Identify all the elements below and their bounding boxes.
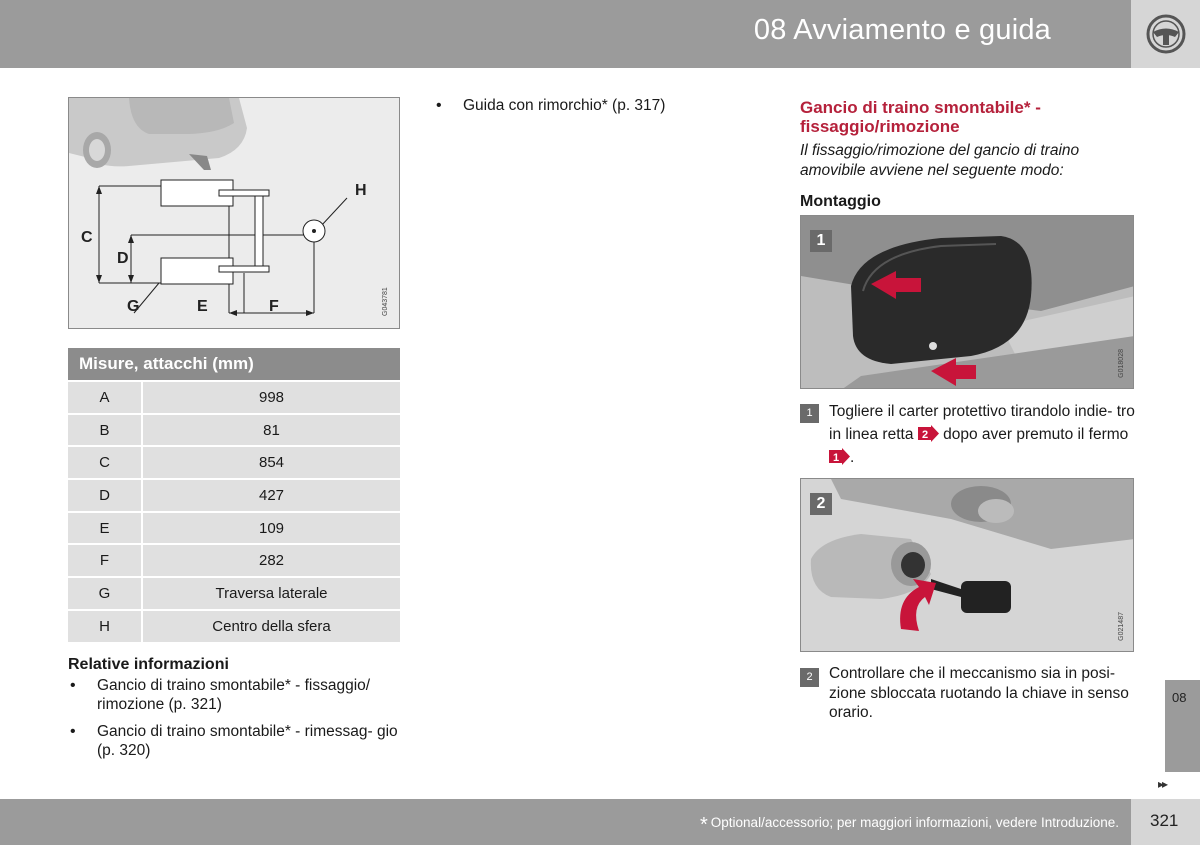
svg-text:1: 1	[833, 452, 840, 464]
row-value: 282	[141, 545, 400, 576]
footer-star: *	[699, 814, 708, 836]
footer-note-text: Optional/accessorio; per maggiori informazioni, vedere Introduzione.	[710, 815, 1119, 830]
step-2-text: Controllare che il meccanismo sia in posi- zione sbloccata ruotando la chiave in senso orario.	[829, 665, 1129, 721]
middle-related-list	[434, 96, 764, 115]
key-unlock-illustration	[801, 479, 1134, 652]
photo-2-badge: 2	[810, 493, 832, 515]
step-1-photo	[800, 215, 1134, 389]
table-row	[68, 413, 400, 446]
step-1-text-b: dopo aver premuto il fermo	[943, 426, 1129, 443]
chapter-tab-label: 08	[1172, 690, 1187, 705]
measurements-table	[68, 348, 400, 642]
step-1-number: 1	[800, 404, 819, 423]
label-E: E	[197, 298, 208, 315]
related-link[interactable]: • Gancio di traino smontabile* - rimessag- gio (p. 320)	[68, 722, 398, 760]
table-header: Misure, attacchi (mm)	[68, 348, 400, 380]
table-row	[68, 445, 400, 478]
label-H: H	[355, 182, 367, 199]
towbar-diagram-svg	[69, 98, 400, 329]
step-2-photo	[800, 478, 1134, 652]
step-1-text-c: .	[850, 449, 855, 466]
table-row	[68, 511, 400, 544]
page-number-box	[1131, 799, 1200, 845]
step-1-text-a: Togliere il carter protettivo tirandolo indie- tro in linea retta	[829, 403, 1135, 443]
photo-1-code: G018028	[1118, 349, 1125, 378]
row-key: C	[68, 447, 141, 478]
table-row	[68, 543, 400, 576]
step-2-number: 2	[800, 668, 819, 687]
related-link[interactable]: • Guida con rimorchio* (p. 317)	[434, 96, 764, 115]
table-row	[68, 380, 400, 413]
chapter-icon-box	[1131, 0, 1200, 68]
row-key: G	[68, 578, 141, 609]
row-value: 998	[141, 382, 400, 413]
photo-2-code: G021487	[1118, 612, 1125, 641]
row-key: F	[68, 545, 141, 576]
row-value: 81	[141, 415, 400, 446]
towbar-dimension-diagram	[68, 97, 400, 329]
header-bar	[0, 0, 1131, 68]
related-link[interactable]: • Gancio di traino smontabile* - fissaggio/ rimozione (p. 321)	[68, 676, 398, 714]
row-value: 427	[141, 480, 400, 511]
footer-note	[700, 814, 1119, 837]
row-key: D	[68, 480, 141, 511]
step-2	[800, 664, 1135, 723]
section-title: Gancio di traino smontabile* - fissaggio/rimozione	[800, 98, 1041, 136]
table-row	[68, 478, 400, 511]
cover-removal-illustration	[801, 216, 1134, 389]
footer-bar	[0, 799, 1131, 845]
label-D: D	[117, 250, 129, 267]
continue-arrows-icon: ▸▸	[1158, 777, 1167, 791]
row-key: H	[68, 611, 141, 642]
table-row	[68, 576, 400, 609]
step-1	[800, 400, 1135, 469]
row-key: A	[68, 382, 141, 413]
row-key: E	[68, 513, 141, 544]
section-intro: Il fissaggio/rimozione del gancio di traino amovibile avviene nel seguente modo:	[800, 142, 1080, 179]
figure-code: G043781	[382, 287, 389, 316]
photo-1-badge: 1	[810, 230, 832, 252]
table-row	[68, 609, 400, 642]
row-value: 109	[141, 513, 400, 544]
row-value: Centro della sfera	[141, 611, 400, 642]
related-info-list	[68, 676, 398, 768]
arrow-2-icon	[918, 425, 939, 442]
row-value: Traversa laterale	[141, 578, 400, 609]
row-key: B	[68, 415, 141, 446]
steering-wheel-icon	[1145, 13, 1187, 55]
chapter-side-tab[interactable]	[1165, 680, 1200, 772]
related-info-heading: Relative informazioni	[68, 656, 229, 673]
subsection-title: Montaggio	[800, 193, 881, 210]
arrow-1-icon	[829, 448, 850, 465]
label-F: F	[269, 298, 279, 315]
label-C: C	[81, 229, 93, 246]
page-number: 321	[1150, 811, 1179, 830]
chapter-title: 08 Avviamento e guida	[753, 14, 1051, 46]
label-G: G	[127, 298, 140, 315]
row-value: 854	[141, 447, 400, 478]
svg-text:2: 2	[921, 429, 928, 441]
